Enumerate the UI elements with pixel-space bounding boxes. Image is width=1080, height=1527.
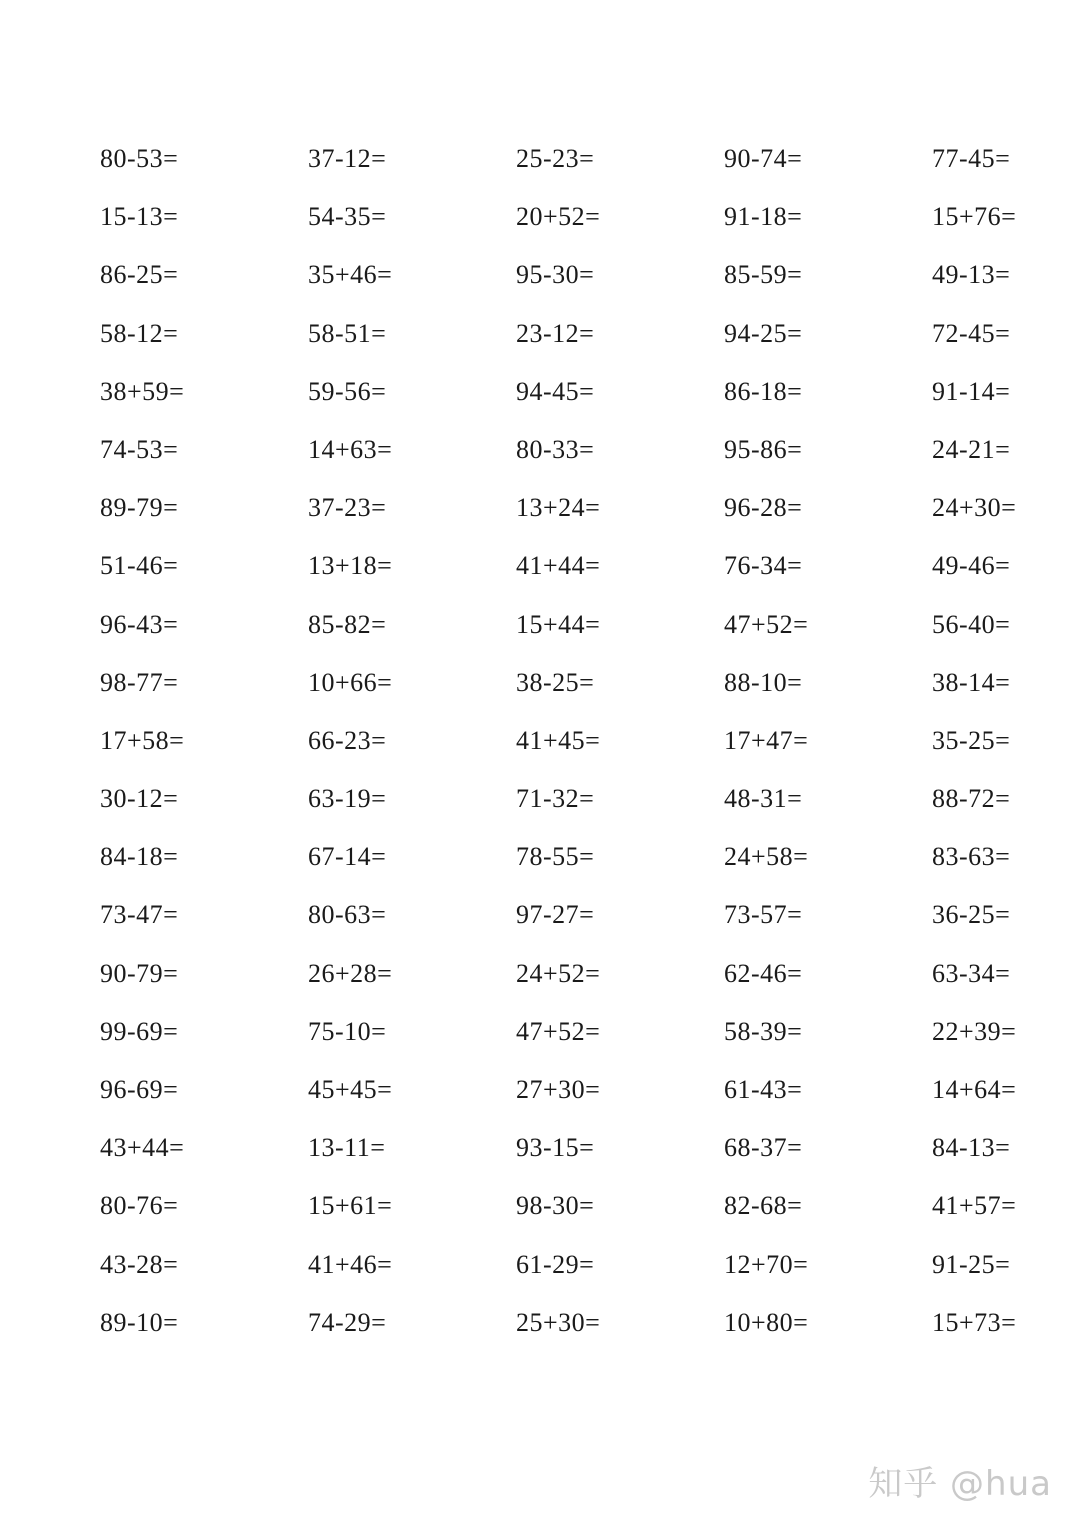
arithmetic-problem: 15+76=: [932, 202, 1017, 232]
arithmetic-problem: 58-51=: [308, 318, 387, 348]
arithmetic-problem: 85-59=: [724, 260, 803, 290]
arithmetic-problem: 15+61=: [308, 1191, 393, 1221]
arithmetic-problem: 99-69=: [100, 1016, 179, 1046]
arithmetic-problem: 24+30=: [932, 493, 1017, 523]
arithmetic-problem: 98-77=: [100, 667, 179, 697]
arithmetic-problem: 84-18=: [100, 842, 179, 872]
arithmetic-problem: 90-79=: [100, 958, 179, 988]
arithmetic-problem: 77-45=: [932, 144, 1011, 173]
arithmetic-problem: 80-76=: [100, 1191, 179, 1221]
arithmetic-problem: 14+63=: [308, 434, 393, 464]
arithmetic-problem: 25+30=: [516, 1307, 601, 1337]
arithmetic-problem: 10+66=: [308, 667, 393, 697]
arithmetic-problem: 97-27=: [516, 900, 595, 930]
arithmetic-problem: 66-23=: [308, 725, 387, 755]
arithmetic-problem: 15-13=: [100, 202, 179, 232]
arithmetic-problem: 93-15=: [516, 1133, 595, 1163]
arithmetic-problem: 91-25=: [932, 1249, 1011, 1279]
arithmetic-problem: 68-37=: [724, 1133, 803, 1163]
arithmetic-problem: 88-72=: [932, 784, 1011, 814]
arithmetic-problem: 26+28=: [308, 958, 393, 988]
arithmetic-problem: 47+52=: [724, 609, 809, 639]
arithmetic-problem: 94-45=: [516, 376, 595, 406]
arithmetic-problem: 17+47=: [724, 725, 809, 755]
arithmetic-problem: 80-53=: [100, 144, 179, 173]
arithmetic-problem: 41+45=: [516, 725, 601, 755]
arithmetic-problem: 98-30=: [516, 1191, 595, 1221]
arithmetic-problem: 89-10=: [100, 1307, 179, 1337]
arithmetic-problem: 35-25=: [932, 725, 1011, 755]
arithmetic-problem: 49-46=: [932, 551, 1011, 581]
arithmetic-problem: 36-25=: [932, 900, 1011, 930]
arithmetic-problem: 43-28=: [100, 1249, 179, 1279]
arithmetic-problem: 12+70=: [724, 1249, 809, 1279]
arithmetic-problem: 80-63=: [308, 900, 387, 930]
arithmetic-problem: 41+46=: [308, 1249, 393, 1279]
arithmetic-problem: 38-14=: [932, 667, 1011, 697]
arithmetic-problem: 91-18=: [724, 202, 803, 232]
arithmetic-problem: 10+80=: [724, 1307, 809, 1337]
arithmetic-problem: 96-43=: [100, 609, 179, 639]
arithmetic-problem: 48-31=: [724, 784, 803, 814]
arithmetic-problem: 84-13=: [932, 1133, 1011, 1163]
arithmetic-problem: 78-55=: [516, 842, 595, 872]
arithmetic-problem-grid: [100, 136, 1060, 1358]
arithmetic-problem: 95-86=: [724, 434, 803, 464]
arithmetic-problem: 54-35=: [308, 202, 387, 232]
arithmetic-problem: 37-23=: [308, 493, 387, 523]
arithmetic-problem: 73-47=: [100, 900, 179, 930]
arithmetic-problem: 38+59=: [100, 376, 185, 406]
arithmetic-problem: 82-68=: [724, 1191, 803, 1221]
arithmetic-problem: 25-23=: [516, 144, 595, 173]
arithmetic-problem: 63-19=: [308, 784, 387, 814]
arithmetic-problem: 86-18=: [724, 376, 803, 406]
arithmetic-problem: 15+73=: [932, 1307, 1017, 1337]
arithmetic-problem: 80-33=: [516, 434, 595, 464]
arithmetic-problem: 74-29=: [308, 1307, 387, 1337]
arithmetic-problem: 83-63=: [932, 842, 1011, 872]
arithmetic-problem: 86-25=: [100, 260, 179, 290]
arithmetic-problem: 41+57=: [932, 1191, 1017, 1221]
arithmetic-problem: 63-34=: [932, 958, 1011, 988]
arithmetic-problem: 95-30=: [516, 260, 595, 290]
arithmetic-problem: 85-82=: [308, 609, 387, 639]
arithmetic-problem: 14+64=: [932, 1075, 1017, 1104]
arithmetic-problem: 24-21=: [932, 434, 1011, 464]
arithmetic-problem: 17+58=: [100, 725, 185, 755]
arithmetic-problem: 27+30=: [516, 1075, 601, 1104]
watermark: 知乎 @hua: [868, 1464, 1052, 1504]
arithmetic-problem: 59-56=: [308, 376, 387, 406]
arithmetic-problem: 62-46=: [724, 958, 803, 988]
arithmetic-problem: 23-12=: [516, 318, 595, 348]
arithmetic-problem: 20+52=: [516, 202, 601, 232]
arithmetic-problem: 49-13=: [932, 260, 1011, 290]
arithmetic-problem: 88-10=: [724, 667, 803, 697]
arithmetic-problem: 61-29=: [516, 1249, 595, 1279]
arithmetic-problem: 75-10=: [308, 1016, 387, 1046]
arithmetic-problem: 13-11=: [308, 1133, 386, 1163]
arithmetic-problem: 51-46=: [100, 551, 179, 581]
arithmetic-problem: 58-39=: [724, 1016, 803, 1046]
arithmetic-problem: 61-43=: [724, 1075, 803, 1104]
arithmetic-problem: 56-40=: [932, 609, 1011, 639]
arithmetic-problem: 73-57=: [724, 900, 803, 930]
arithmetic-problem: 90-74=: [724, 144, 803, 173]
arithmetic-problem: 43+44=: [100, 1133, 185, 1163]
arithmetic-problem: 38-25=: [516, 667, 595, 697]
arithmetic-problem: 24+52=: [516, 958, 601, 988]
arithmetic-problem: 96-69=: [100, 1075, 179, 1104]
arithmetic-problem: 13+18=: [308, 551, 393, 581]
arithmetic-problem: 24+58=: [724, 842, 809, 872]
arithmetic-problem: 74-53=: [100, 434, 179, 464]
arithmetic-problem: 72-45=: [932, 318, 1011, 348]
arithmetic-problem: 96-28=: [724, 493, 803, 523]
arithmetic-problem: 45+45=: [308, 1075, 393, 1104]
arithmetic-problem: 35+46=: [308, 260, 393, 290]
arithmetic-problem: 13+24=: [516, 493, 601, 523]
arithmetic-problem: 76-34=: [724, 551, 803, 581]
arithmetic-problem: 22+39=: [932, 1016, 1017, 1046]
arithmetic-problem: 37-12=: [308, 144, 387, 173]
arithmetic-problem: 89-79=: [100, 493, 179, 523]
arithmetic-problem: 41+44=: [516, 551, 601, 581]
arithmetic-problem: 94-25=: [724, 318, 803, 348]
arithmetic-problem: 30-12=: [100, 784, 179, 814]
arithmetic-problem: 15+44=: [516, 609, 601, 639]
arithmetic-problem: 71-32=: [516, 784, 595, 814]
arithmetic-problem: 58-12=: [100, 318, 179, 348]
arithmetic-problem: 47+52=: [516, 1016, 601, 1046]
arithmetic-problem: 91-14=: [932, 376, 1011, 406]
arithmetic-problem: 67-14=: [308, 842, 387, 872]
